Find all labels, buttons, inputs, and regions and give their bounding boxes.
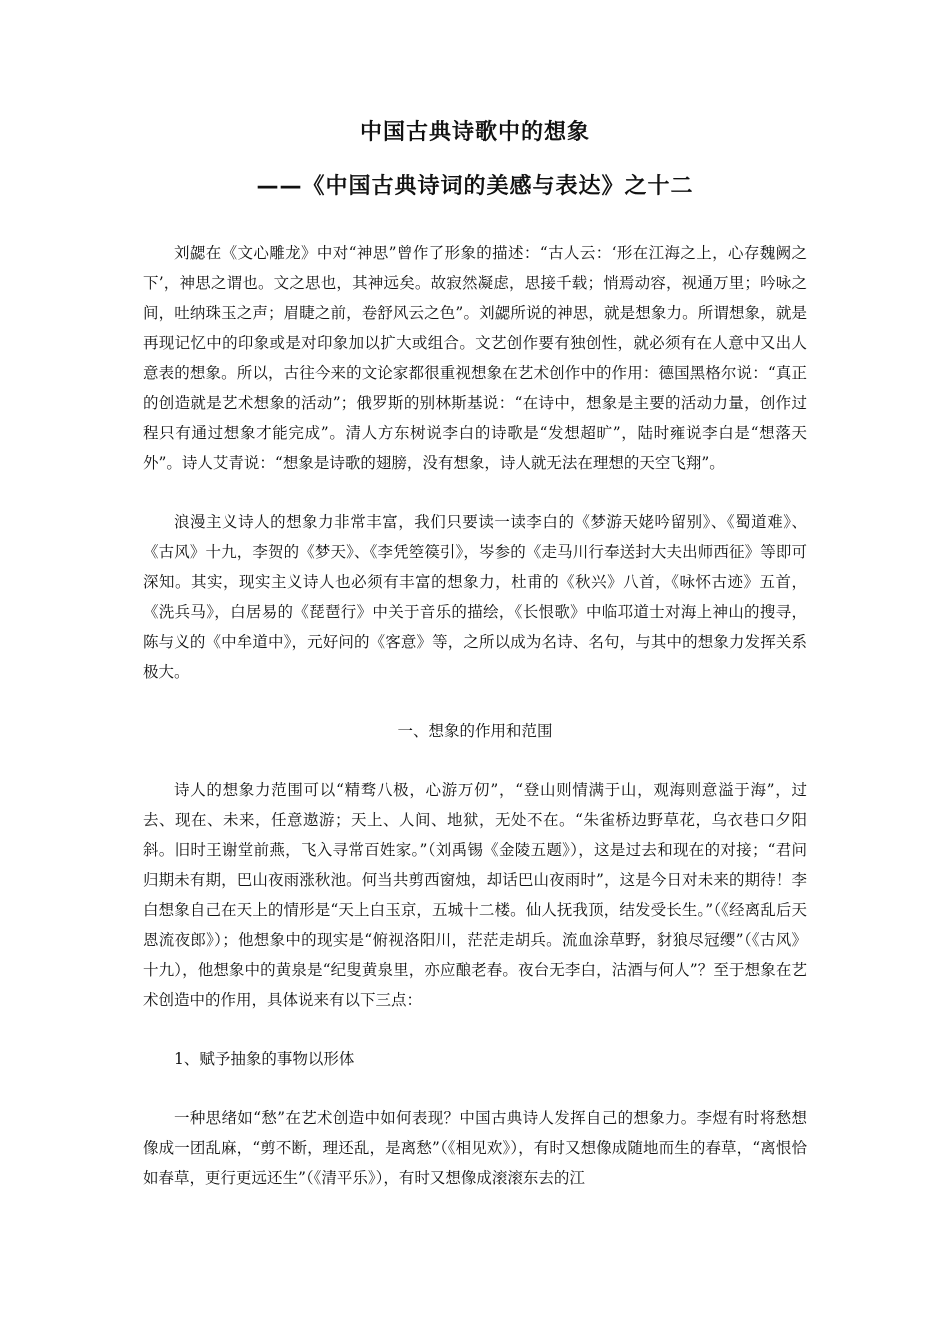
section-heading: 一、想象的作用和范围 <box>397 722 553 740</box>
document-title: 中国古典诗歌中的想象 <box>359 120 590 145</box>
body-paragraph-1: 刘勰在《文心雕龙》中对“神思”曾作了形象的描述：“古人云：‘形在江海之上，心存魏阙之下’，神思之谓也。文之思也，其神远矣。故寂然凝虑，思接千载；悄焉动容，视通万里；吟咏之间，吐纳珠玉之声；眉睫之前，卷舒风云之色”。刘勰所说的神思，就是想象力。所谓想象，就是再现记忆中的印象或是对印象加以扩大或组合。文艺创作要有独创性，就必须有在人意中又出人意表的想象。所以，古往今来的文论家都很重视想象在艺术创作中的作用：德国黑格尔说：“真正的创造就是艺术想象的活动”；俄罗斯的别林斯基说：“在诗中，想象是主要的活动力量，创作过程只有通过想象才能完成”。清人方东树说李白的诗歌是“发想超旷”，陆时雍说李白是“想落天外”。诗人艾青说：“想象是诗歌的翅膀，没有想象，诗人就无法在理想的天空飞翔”。 <box>143 244 807 472</box>
document-body <box>143 238 807 1222</box>
body-paragraph-2: 浪漫主义诗人的想象力非常丰富，我们只要读一读李白的《梦游天姥吟留别》、《蜀道难》、《古风》十九，李贺的《梦天》、《李凭箜篌引》，岑参的《走马川行奉送封大夫出师西征》等即可深知。其实，现实主义诗人也必须有丰富的想象力，杜甫的《秋兴》八首，《咏怀古迹》五首，《洗兵马》，白居易的《琵琶行》中关于音乐的描绘，《长恨歌》中临邛道士对海上神山的搜寻，陈与义的《中牟道中》，元好问的《客意》等，之所以成为名诗、名句，与其中的想象力发挥关系极大。 <box>143 513 807 681</box>
document-subtitle: ——《中国古典诗词的美感与表达》之十二 <box>256 174 694 199</box>
section-paragraph: 诗人的想象力范围可以“精骛八极，心游万仞”，“登山则情满于山，观海则意溢于海”，过去、现在、未来，任意遨游；天上、人间、地狱，无处不在。“朱雀桥边野草花，乌衣巷口夕阳斜。旧时王谢堂前燕，飞入寻常百姓家。”（刘禹锡《金陵五题》），这是过去和现在的对接；“君问归期未有期，巴山夜雨涨秋池。何当共剪西窗烛，却话巴山夜雨时”，这是今日对未来的期待！李白想象自己在天上的情形是“天上白玉京，五城十二楼。仙人抚我顶，结发受长生。”（《经离乱后天恩流夜郎》）；他想象中的现实是“俯视洛阳川，茫茫走胡兵。流血涂草野，豺狼尽冠缨”（《古风》十九），他想象中的黄泉是“纪叟黄泉里，亦应酿老春。夜台无李白，沽酒与何人”？至于想象在艺术创造中的作用，具体说来有以下三点： <box>143 781 807 1009</box>
subsection-heading: 1、赋予抽象的事物以形体 <box>174 1050 355 1068</box>
final-paragraph: 一种思绪如“愁”在艺术创造中如何表现？中国古典诗人发挥自己的想象力。李煜有时将愁想像成一团乱麻，“剪不断，理还乱，是离愁”（《相见欢》），有时又想像成随地而生的春草，“离恨恰如春草，更行更远还生”（《清平乐》），有时又想像成滚滚东去的江 <box>143 1109 807 1187</box>
